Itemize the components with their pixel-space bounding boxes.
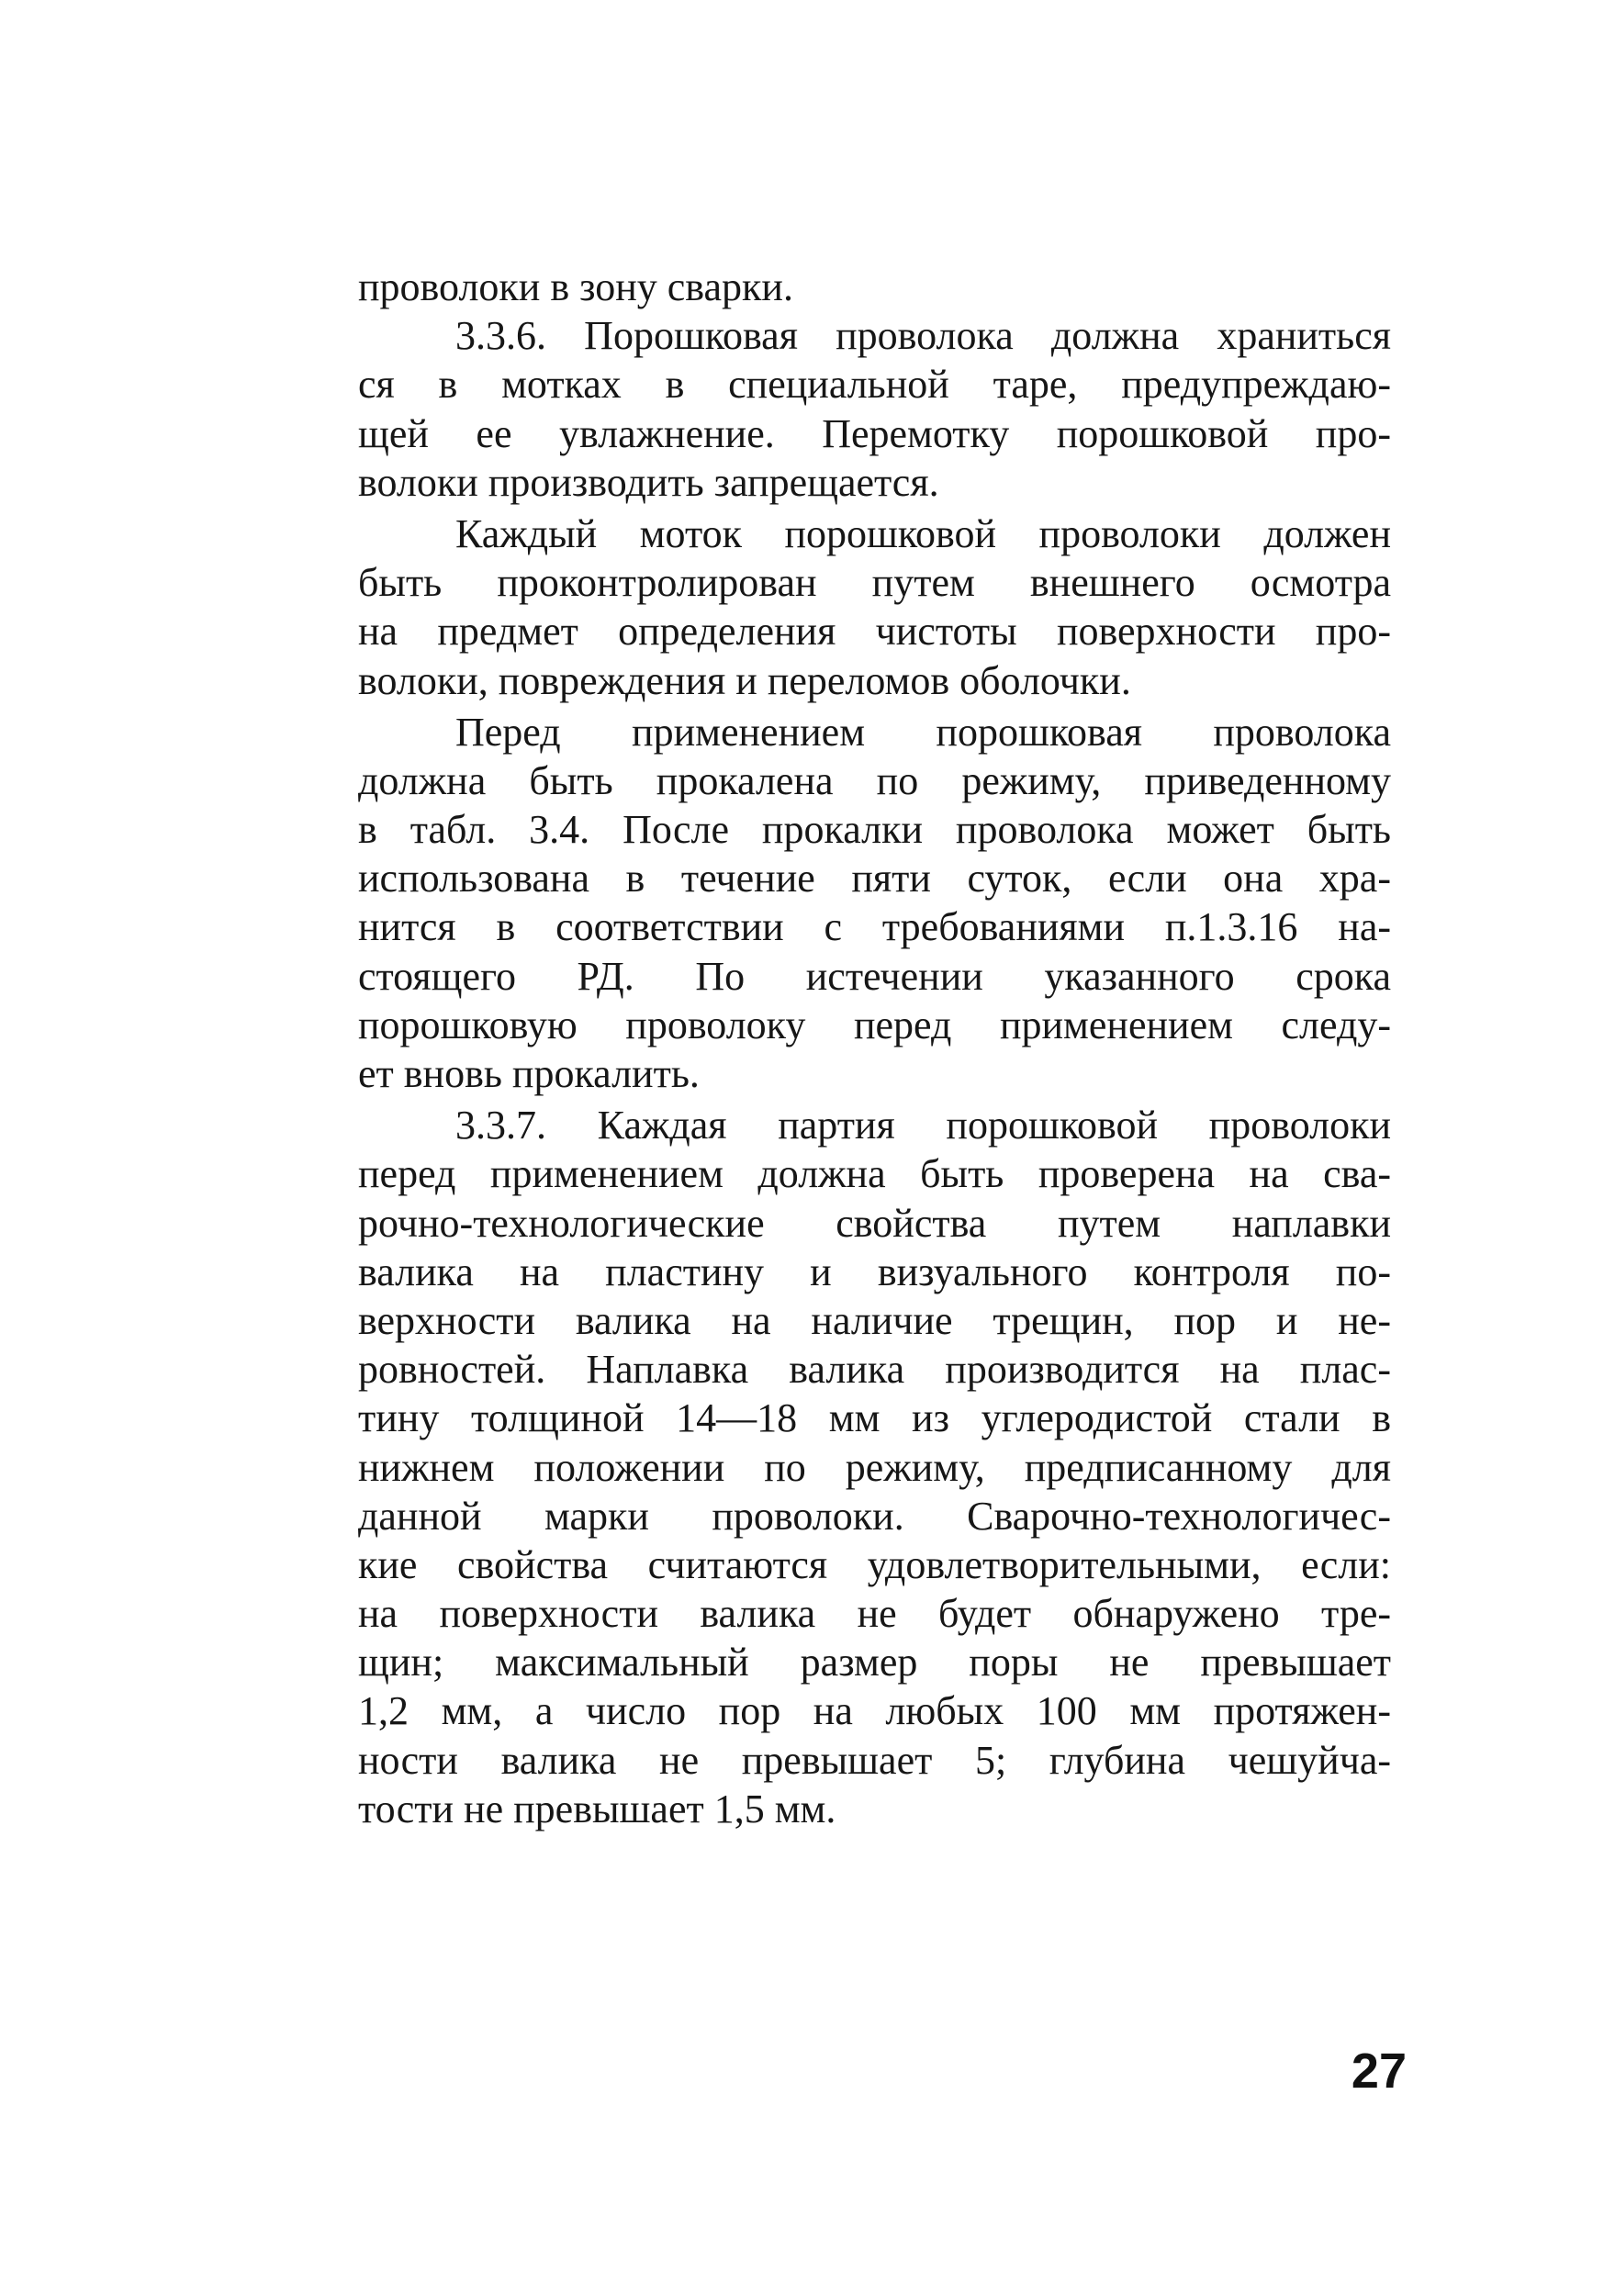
text-line: проволоки в зону сварки. — [358, 264, 793, 309]
text-line: 1,2 мм, а число пор на любых 100 мм протяжен- — [358, 1688, 1391, 1734]
text-line: кие свойства считаются удовлетворительными, если: — [358, 1541, 1391, 1587]
text-line: должна быть прокалена по режиму, приведенному — [358, 757, 1391, 803]
paragraph-start-line: Каждый моток порошковой проволоки должен — [455, 510, 1391, 556]
paragraph-start-line: Перед применением порошковая проволока — [455, 709, 1391, 755]
text-line: волоки, повреждения и переломов оболочки. — [358, 657, 1131, 703]
text-line: ровностей. Наплавка валика производится на плас- — [358, 1347, 1391, 1393]
body-text — [358, 263, 1391, 1833]
section-3-3-7-heading-line: 3.3.7. Каждая партия порошковой проволоки — [455, 1103, 1391, 1148]
text-line: использована в течение пяти суток, если она хра- — [358, 856, 1391, 902]
text-line: ет вновь прокалить. — [358, 1051, 700, 1096]
text-line: на поверхности валика не будет обнаружено тре- — [358, 1591, 1391, 1637]
text-line: щин; максимальный размер поры не превышает — [358, 1640, 1391, 1686]
text-line: рочно-технологические свойства путем наплавки — [358, 1200, 1391, 1246]
text-line: тости не превышает 1,5 мм. — [358, 1786, 836, 1831]
text-line: нится в соответствии с требованиями п.1.3.16 на- — [358, 904, 1391, 950]
text-line: быть проконтролирован путем внешнего осмотра — [358, 560, 1391, 606]
text-line: валика на пластину и визуального контроля по- — [358, 1249, 1391, 1294]
text-line: в табл. 3.4. После прокалки проволока может быть — [358, 807, 1391, 853]
text-line: стоящего РД. По истечении указанного срока — [358, 953, 1391, 999]
section-3-3-6-heading-line: 3.3.6. Порошковая проволока должна храниться — [455, 313, 1391, 359]
text-line: данной марки проволоки. Сварочно-технологичес- — [358, 1493, 1391, 1539]
text-line: ся в мотках в специальной таре, предупреждаю- — [358, 362, 1391, 408]
text-line: нижнем положении по режиму, предписанному для — [358, 1444, 1391, 1490]
text-line: перед применением должна быть проверена на сва- — [358, 1151, 1391, 1197]
text-line: порошковую проволоку перед применением следу- — [358, 1002, 1391, 1047]
text-line: тину толщиной 14—18 мм из углеродистой стали в — [358, 1395, 1391, 1441]
page-number: 27 — [1351, 2044, 1407, 2099]
text-line: волоки производить запрещается. — [358, 459, 939, 505]
text-line: щей ее увлажнение. Перемотку порошковой про- — [358, 410, 1391, 456]
text-line: верхности валика на наличие трещин, пор и не- — [358, 1297, 1391, 1343]
text-line: на предмет определения чистоты поверхности про- — [358, 609, 1391, 655]
text-line: ности валика не превышает 5; глубина чешуйча- — [358, 1737, 1391, 1783]
